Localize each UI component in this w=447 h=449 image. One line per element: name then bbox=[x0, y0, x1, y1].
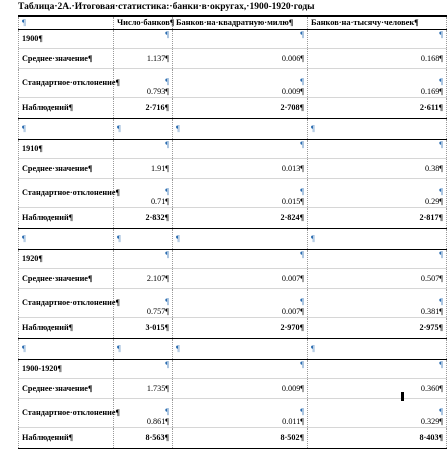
obs-per-square-mile[interactable]: 2·970¶ bbox=[173, 318, 308, 339]
empty-cell[interactable]: ¶ bbox=[308, 30, 447, 49]
obs-per-thousand[interactable]: 8·403¶ bbox=[308, 428, 447, 449]
sd-row bbox=[19, 289, 447, 318]
sd-row bbox=[19, 69, 447, 98]
obs-bank-count[interactable]: 8·563¶ bbox=[114, 428, 173, 449]
mean-per-square-mile[interactable]: 0.006¶ bbox=[173, 49, 308, 69]
empty-cell[interactable]: ¶ bbox=[114, 360, 173, 379]
empty-cell[interactable]: ¶ bbox=[114, 339, 173, 360]
mean-row bbox=[19, 379, 447, 399]
obs-per-thousand[interactable]: 2·611¶ bbox=[308, 98, 447, 119]
sd-per-thousand[interactable]: ¶ 0.329¶ bbox=[308, 399, 447, 428]
sd-label[interactable]: Стандартное·отклонение¶ bbox=[19, 179, 114, 208]
sd-row bbox=[19, 179, 447, 208]
empty-cell[interactable]: ¶ bbox=[173, 339, 308, 360]
mean-row bbox=[19, 269, 447, 289]
observations-row bbox=[19, 98, 447, 119]
empty-cell[interactable]: ¶ bbox=[173, 360, 308, 379]
observations-label[interactable]: Наблюдений¶ bbox=[19, 318, 114, 339]
sd-per-thousand[interactable]: ¶ 0.29¶ bbox=[308, 179, 447, 208]
year-label[interactable]: 1910¶ bbox=[19, 140, 114, 159]
observations-row bbox=[19, 428, 447, 449]
empty-cell[interactable]: ¶ bbox=[308, 360, 447, 379]
sd-bank-count[interactable]: ¶ 0.757¶ bbox=[114, 289, 173, 318]
obs-bank-count[interactable]: 3·015¶ bbox=[114, 318, 173, 339]
mean-per-square-mile[interactable]: 0.009¶ bbox=[173, 379, 308, 399]
section-year-row bbox=[19, 250, 447, 269]
summary-statistics-table bbox=[18, 15, 447, 449]
empty-cell[interactable]: ¶ bbox=[308, 339, 447, 360]
header-cell-bank-count[interactable]: Число·банков¶ bbox=[114, 16, 173, 30]
year-label[interactable]: 1900-1920¶ bbox=[19, 360, 114, 379]
table-title bbox=[18, 2, 418, 13]
empty-cell[interactable]: ¶ bbox=[173, 119, 308, 140]
table-title-text: Таблица·2А.·Итоговая·статистика:·банки·в·округах,·1900-1920·годы bbox=[18, 2, 315, 12]
section-year-row bbox=[19, 360, 447, 379]
mean-per-square-mile[interactable]: 0.007¶ bbox=[173, 269, 308, 289]
mean-bank-count[interactable]: 1.91¶ bbox=[114, 159, 173, 179]
mean-per-square-mile[interactable]: 0.013¶ bbox=[173, 159, 308, 179]
obs-per-thousand[interactable]: 2·975¶ bbox=[308, 318, 447, 339]
year-label[interactable]: 1900¶ bbox=[19, 30, 114, 49]
observations-row bbox=[19, 318, 447, 339]
sd-row bbox=[19, 399, 447, 428]
sd-per-square-mile[interactable]: ¶ 0.009¶ bbox=[173, 69, 308, 98]
empty-cell[interactable]: ¶ bbox=[19, 229, 114, 250]
sd-bank-count[interactable]: ¶ 0.793¶ bbox=[114, 69, 173, 98]
spacer-row bbox=[19, 339, 447, 360]
header-cell-banks-per-square-mile[interactable]: Банков·на·квадратную·милю¶ bbox=[173, 16, 308, 30]
empty-cell[interactable]: ¶ bbox=[308, 119, 447, 140]
year-label[interactable]: 1920¶ bbox=[19, 250, 114, 269]
header-cell-empty[interactable]: ¶ bbox=[19, 16, 114, 30]
empty-cell[interactable]: ¶ bbox=[173, 250, 308, 269]
spacer-row bbox=[19, 119, 447, 140]
observations-label[interactable]: Наблюдений¶ bbox=[19, 208, 114, 229]
mean-per-thousand[interactable]: 0.360¶ bbox=[308, 379, 447, 399]
sd-per-square-mile[interactable]: ¶ 0.011¶ bbox=[173, 399, 308, 428]
obs-per-square-mile[interactable]: 2·708¶ bbox=[173, 98, 308, 119]
sd-per-thousand[interactable]: ¶ 0.169¶ bbox=[308, 69, 447, 98]
mean-bank-count[interactable]: 2.107¶ bbox=[114, 269, 173, 289]
mean-bank-count[interactable]: 1.735¶ bbox=[114, 379, 173, 399]
mean-bank-count[interactable]: 1.137¶ bbox=[114, 49, 173, 69]
empty-cell[interactable]: ¶ bbox=[173, 140, 308, 159]
empty-cell[interactable]: ¶ bbox=[114, 140, 173, 159]
empty-cell[interactable]: ¶ bbox=[308, 229, 447, 250]
empty-cell[interactable]: ¶ bbox=[19, 339, 114, 360]
mean-per-thousand[interactable]: 0.168¶ bbox=[308, 49, 447, 69]
empty-cell[interactable]: ¶ bbox=[114, 30, 173, 49]
empty-cell[interactable]: ¶ bbox=[19, 119, 114, 140]
sd-per-square-mile[interactable]: ¶ 0.007¶ bbox=[173, 289, 308, 318]
empty-cell[interactable]: ¶ bbox=[114, 229, 173, 250]
mean-per-thousand[interactable]: 0.38¶ bbox=[308, 159, 447, 179]
mean-row bbox=[19, 49, 447, 69]
empty-cell[interactable]: ¶ bbox=[308, 140, 447, 159]
obs-per-square-mile[interactable]: 8·502¶ bbox=[173, 428, 308, 449]
text-cursor bbox=[401, 392, 404, 401]
sd-label[interactable]: Стандартное·отклонение¶ bbox=[19, 69, 114, 98]
observations-label[interactable]: Наблюдений¶ bbox=[19, 98, 114, 119]
header-row bbox=[19, 16, 447, 30]
sd-label[interactable]: Стандартное·отклонение¶ bbox=[19, 399, 114, 428]
sd-label[interactable]: Стандартное·отклонение¶ bbox=[19, 289, 114, 318]
mean-label[interactable]: Среднее·значение¶ bbox=[19, 269, 114, 289]
empty-cell[interactable]: ¶ bbox=[114, 250, 173, 269]
mean-label[interactable]: Среднее·значение¶ bbox=[19, 49, 114, 69]
mean-per-thousand[interactable]: 0.507¶ bbox=[308, 269, 447, 289]
section-year-row bbox=[19, 140, 447, 159]
empty-cell[interactable]: ¶ bbox=[173, 229, 308, 250]
section-year-row bbox=[19, 30, 447, 49]
mean-label[interactable]: Среднее·значение¶ bbox=[19, 159, 114, 179]
obs-bank-count[interactable]: 2·716¶ bbox=[114, 98, 173, 119]
sd-bank-count[interactable]: ¶ 0.71¶ bbox=[114, 179, 173, 208]
obs-per-square-mile[interactable]: 2·824¶ bbox=[173, 208, 308, 229]
sd-per-square-mile[interactable]: ¶ 0.015¶ bbox=[173, 179, 308, 208]
obs-bank-count[interactable]: 2·832¶ bbox=[114, 208, 173, 229]
sd-bank-count[interactable]: ¶ 0.861¶ bbox=[114, 399, 173, 428]
empty-cell[interactable]: ¶ bbox=[308, 250, 447, 269]
observations-label[interactable]: Наблюдений¶ bbox=[19, 428, 114, 449]
spacer-row bbox=[19, 229, 447, 250]
mean-label[interactable]: Среднее·значение¶ bbox=[19, 379, 114, 399]
empty-cell[interactable]: ¶ bbox=[173, 30, 308, 49]
header-cell-banks-per-thousand-people[interactable]: Банков·на·тысячу·человек¶ bbox=[308, 16, 447, 30]
observations-row bbox=[19, 208, 447, 229]
obs-per-thousand[interactable]: 2·817¶ bbox=[308, 208, 447, 229]
sd-per-thousand[interactable]: ¶ 0.381¶ bbox=[308, 289, 447, 318]
mean-row bbox=[19, 159, 447, 179]
empty-cell[interactable]: ¶ bbox=[114, 119, 173, 140]
